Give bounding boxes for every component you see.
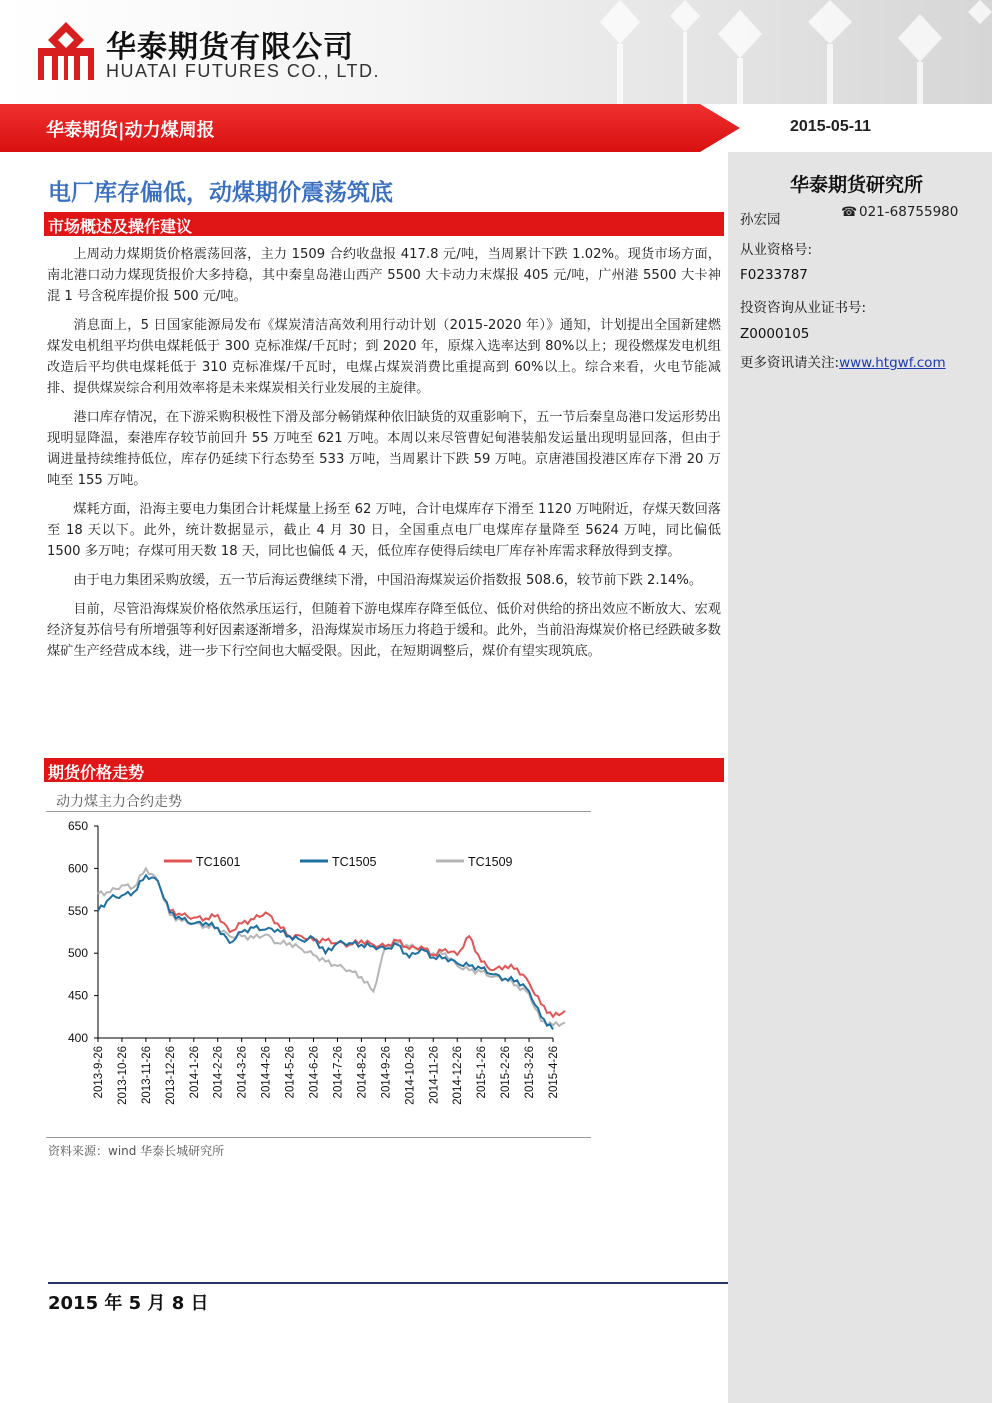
license-label: 从业资格号: xyxy=(740,242,813,258)
report-date: 2015-05-11 xyxy=(790,118,871,135)
source-note: 资料来源：wind 华泰长城研究所 xyxy=(48,1144,225,1158)
x-tick-label: 2013-10-26 xyxy=(116,1046,129,1105)
y-tick-label: 600 xyxy=(67,861,88,876)
x-tick-label: 2014-3-26 xyxy=(236,1046,249,1099)
section-title: 期货价格走势 xyxy=(48,763,145,782)
y-tick-label: 450 xyxy=(67,988,88,1003)
company-logo xyxy=(38,22,94,80)
x-tick-label: 2014-11-26 xyxy=(428,1046,441,1104)
report-name: 华泰期货|动力煤周报 xyxy=(46,120,215,141)
legend-label: TC1509 xyxy=(468,855,513,869)
paragraph: 消息面上，5 日国家能源局发布《煤炭清洁高效利用行动计划（2015-2020 年）》通知，计划提出全国新建燃煤发电机组平均供电煤耗低于 300 克标准煤/千瓦时；到 2020 年，原煤入选率达到 80%以上；现役燃煤发电机组改造后平均供电煤耗低于 310 克标准煤/千瓦时，电煤占煤炭消费比重提高到 60%以上。综合来看，火电节能减排、提供煤炭综合利用效率将是未来煤炭相关行业发展的主旋律。 xyxy=(47,318,721,396)
company-name-en: HUATAI FUTURES CO., LTD. xyxy=(106,61,381,81)
company-name-cn: 华泰期货有限公司 xyxy=(106,30,354,65)
x-tick-label: 2014-12-26 xyxy=(452,1046,465,1105)
analyst-name: 孙宏园 xyxy=(740,212,781,228)
more-info-line xyxy=(740,351,946,371)
consult-label: 投资咨询从业证书号: xyxy=(740,300,867,316)
paragraph: 目前，尽管沿海煤炭价格依然承压运行，但随着下游电煤库存降至低位、低价对供给的挤出效应不断放大、宏观经济复苏信号有所增强等利好因素逐渐增多，沿海煤炭市场压力将趋于缓和。此外，当前沿海煤炭价格已经跌破多数煤矿生产经营成本线，进一步下行空间也大幅受限。因此，在短期调整后，煤价有望实现筑底。 xyxy=(47,602,721,659)
header-decoration xyxy=(590,0,992,104)
more-info-label: 更多资讯请关注: xyxy=(740,355,840,371)
legend-label: TC1505 xyxy=(332,855,377,869)
footer-rule xyxy=(48,1282,728,1284)
website-link[interactable]: www.htgwf.com xyxy=(839,355,946,371)
y-tick-label: 500 xyxy=(67,946,88,961)
series-line-tc1601 xyxy=(170,910,565,1017)
consult-number: Z0000105 xyxy=(740,326,810,342)
x-tick-label: 2014-2-26 xyxy=(212,1046,225,1099)
report-banner xyxy=(0,104,992,152)
x-tick-label: 2013-11-26 xyxy=(140,1046,153,1104)
x-tick-label: 2015-3-26 xyxy=(524,1046,537,1099)
legend-label: TC1601 xyxy=(196,855,241,869)
phone-icon: ☎ xyxy=(841,205,858,220)
sidebar-title: 华泰期货研究所 xyxy=(790,174,924,196)
x-tick-label: 2015-2-26 xyxy=(500,1046,513,1099)
section-header-overview xyxy=(44,212,724,236)
x-tick-label: 2014-9-26 xyxy=(380,1046,393,1099)
series-line-tc1509 xyxy=(98,868,565,1026)
y-tick-label: 400 xyxy=(67,1031,88,1045)
paragraph: 港口库存情况，在下游采购积极性下滑及部分畅销煤种依旧缺货的双重影响下，五一节后秦皇岛港口发运形势出现明显降温，秦港库存较节前回升 55 万吨至 621 万吨。本周以来尽管曹妃甸港装船发运量出现明显回落，但由于调进量持续维持低位，库存仍延续下行态势至 533 万吨，当周累计下跌 59 万吨。京唐港国投港区库存下滑 20 万吨至 155 万吨。 xyxy=(47,410,721,488)
series-line-tc1505 xyxy=(98,875,553,1029)
x-tick-label: 2014-4-26 xyxy=(260,1046,273,1099)
y-tick-label: 650 xyxy=(67,819,88,833)
body-text xyxy=(47,244,721,670)
paragraph: 上周动力煤期货价格震荡回落，主力 1509 合约收盘报 417.8 元/吨，当周累计下跌 1.02%。现货市场方面，南北港口动力煤现货报价大多持稳，其中秦皇岛港山西产 5500 大卡动力末煤报 405 元/吨，广州港 5500 大卡神混 1 号含税库提价报 500 元/吨。 xyxy=(47,247,721,304)
section-header-futures xyxy=(44,758,724,782)
main-title: 电厂库存偏低，动煤期价震荡筑底 xyxy=(48,180,393,206)
chart-caption: 动力煤主力合约走势 xyxy=(56,794,182,810)
x-tick-label: 2014-7-26 xyxy=(332,1046,345,1099)
x-tick-label: 2014-10-26 xyxy=(404,1046,417,1105)
phone-number: 021-68755980 xyxy=(859,204,959,220)
paragraph: 煤耗方面，沿海主要电力集团合计耗煤量上扬至 62 万吨，合计电煤库存下滑至 1120 万吨附近，存煤天数回落至 18 天以下。此外，统计数据显示，截止 4 月 30 日，全国重点电厂电煤库存量降至 5624 万吨，同比偏低 1500 多万吨；存煤可用天数 18 天，同比也偏低 4 天，低位库存使得后续电厂库存补库需求释放得到支撑。 xyxy=(47,502,721,559)
x-tick-label: 2015-4-26 xyxy=(548,1046,560,1099)
section-title: 市场概述及操作建议 xyxy=(48,217,193,236)
chart-bottom-rule xyxy=(46,1137,591,1138)
x-tick-label: 2014-1-26 xyxy=(188,1046,201,1099)
footer-date: 2015 年 5 月 8 日 xyxy=(48,1293,209,1314)
license-number: F0233787 xyxy=(740,267,808,283)
page-header xyxy=(0,0,992,104)
x-tick-label: 2014-8-26 xyxy=(356,1046,369,1099)
x-tick-label: 2013-9-26 xyxy=(93,1046,105,1099)
phone-line xyxy=(841,204,958,220)
x-tick-label: 2013-12-26 xyxy=(164,1046,177,1105)
paragraph: 由于电力集团采购放缓，五一节后海运费继续下滑，中国沿海煤炭运价指数报 508.6，较节前下跌 2.14%。 xyxy=(73,573,703,588)
y-tick-label: 550 xyxy=(67,903,88,918)
price-chart xyxy=(46,812,591,1134)
x-tick-label: 2014-6-26 xyxy=(308,1046,321,1099)
x-tick-label: 2014-5-26 xyxy=(284,1046,297,1099)
sidebar xyxy=(728,152,992,1403)
x-tick-label: 2015-1-26 xyxy=(476,1046,489,1099)
